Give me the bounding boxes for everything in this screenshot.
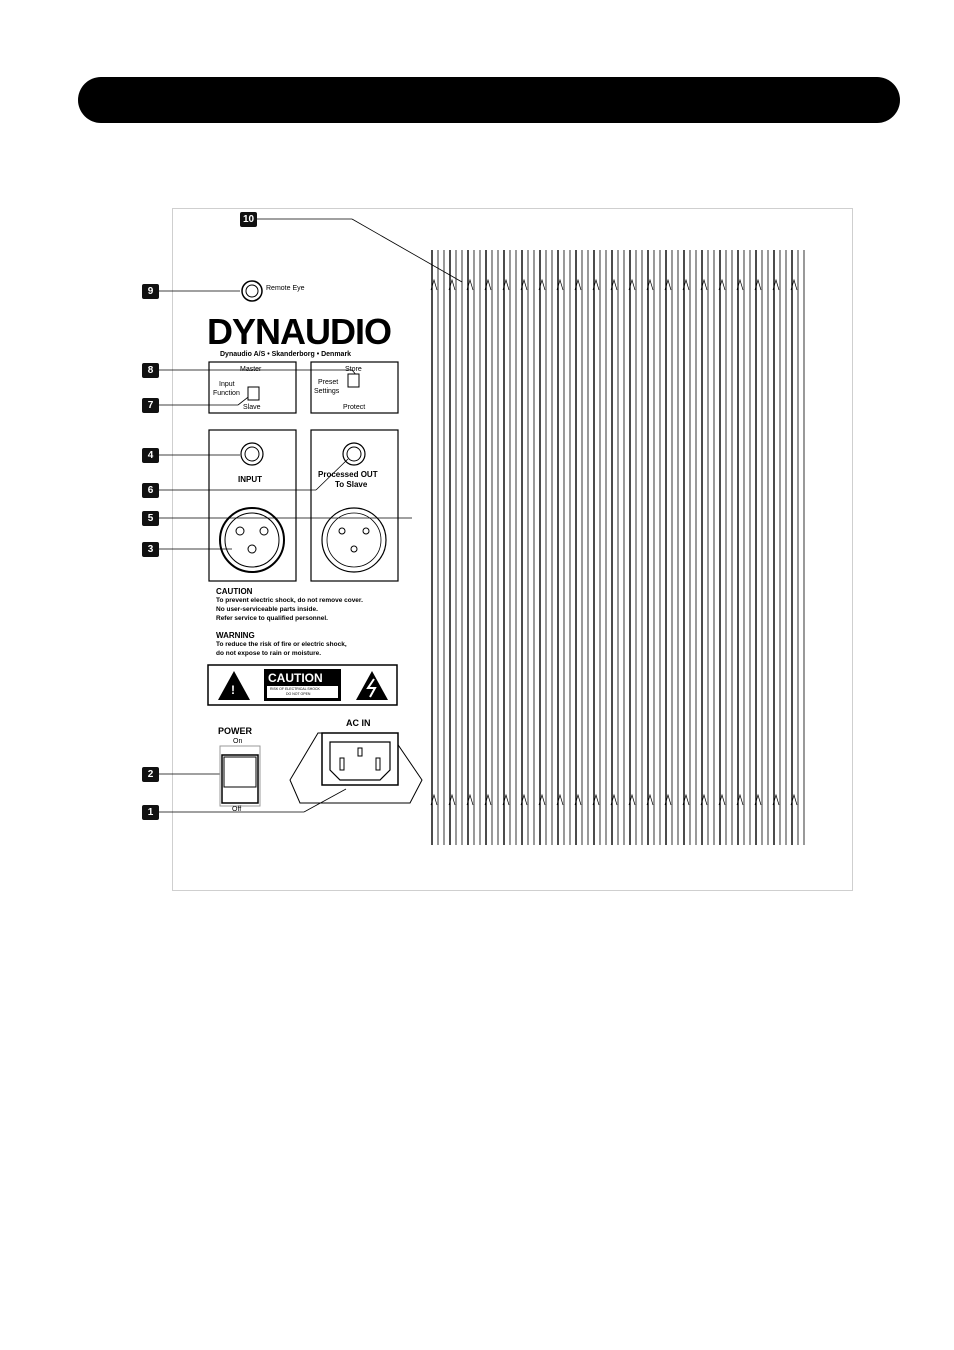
processed-out-label: Processed OUT bbox=[318, 470, 378, 479]
company-label: Dynaudio A/S • Skanderborg • Denmark bbox=[220, 351, 352, 358]
caution-title: CAUTION bbox=[216, 587, 253, 596]
output-connector-box bbox=[311, 430, 398, 581]
preset-label-1: Preset bbox=[318, 379, 339, 386]
callout-7: 7 bbox=[142, 398, 159, 413]
lightning-triangle-icon bbox=[356, 671, 388, 700]
input-function-switch bbox=[248, 387, 259, 400]
callout-9: 9 bbox=[142, 284, 159, 299]
input-jack bbox=[241, 443, 263, 465]
preset-label-2: Settings bbox=[314, 388, 340, 395]
remote-eye-sensor bbox=[242, 281, 262, 301]
caution-plate-sub-1: RISK OF ELECTRICAL SHOCK bbox=[270, 687, 320, 691]
heatsink-fins bbox=[431, 250, 804, 845]
callout-8: 8 bbox=[142, 363, 159, 378]
caution-line-1: To prevent electric shock, do not remove cover. bbox=[216, 597, 363, 604]
callout-1: 1 bbox=[142, 805, 159, 820]
to-slave-label: To Slave bbox=[335, 480, 368, 489]
slave-label: Slave bbox=[243, 404, 261, 411]
brand-logo: DYNAUDIO bbox=[207, 311, 392, 352]
callout-5: 5 bbox=[142, 511, 159, 526]
caution-line-3: Refer service to qualified personnel. bbox=[216, 615, 328, 622]
protect-label: Protect bbox=[343, 404, 366, 411]
input-connector-box bbox=[209, 430, 296, 581]
callout-3: 3 bbox=[142, 542, 159, 557]
ac-in-label: AC IN bbox=[346, 718, 371, 728]
power-on-label: On bbox=[233, 738, 243, 745]
callout-4: 4 bbox=[142, 448, 159, 463]
callout-6: 6 bbox=[142, 483, 159, 498]
input-label: INPUT bbox=[238, 475, 262, 484]
exclamation-glyph: ! bbox=[231, 683, 235, 697]
callout-10: 10 bbox=[240, 212, 257, 227]
caution-plate-title: CAUTION bbox=[268, 671, 323, 685]
warning-title: WARNING bbox=[216, 631, 255, 640]
output-jack bbox=[343, 443, 365, 465]
caution-plate-sub-2: DO NOT OPEN bbox=[286, 692, 311, 696]
callout-2: 2 bbox=[142, 767, 159, 782]
remote-eye-label: Remote Eye bbox=[266, 285, 305, 292]
master-label: Master bbox=[240, 366, 262, 373]
input-function-label-2: Function bbox=[213, 390, 240, 397]
caution-line-2: No user-serviceable parts inside. bbox=[216, 606, 318, 613]
warning-line-2: do not expose to rain or moisture. bbox=[216, 650, 322, 657]
preset-switch bbox=[348, 374, 359, 387]
warning-line-1: To reduce the risk of fire or electric shock, bbox=[216, 641, 347, 648]
power-label: POWER bbox=[218, 726, 253, 736]
store-label: Store bbox=[345, 366, 362, 373]
input-function-label-1: Input bbox=[219, 381, 235, 388]
ac-inlet-socket bbox=[322, 733, 398, 785]
power-off-label: Off bbox=[232, 806, 242, 813]
